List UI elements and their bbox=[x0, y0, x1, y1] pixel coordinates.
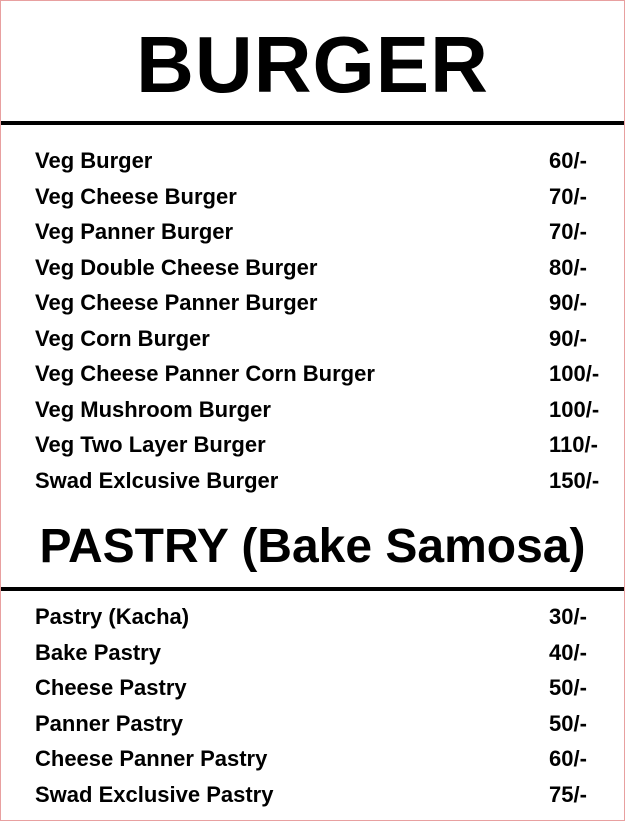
burger-menu-list bbox=[1, 143, 624, 498]
menu-item bbox=[1, 599, 624, 635]
menu-item-price: 50/- bbox=[549, 675, 587, 700]
menu-item-price: 60/- bbox=[549, 746, 587, 771]
menu-item bbox=[1, 706, 624, 742]
menu-item-price: 50/- bbox=[549, 710, 587, 736]
menu-item-name: Veg Cheese Burger bbox=[35, 183, 237, 209]
menu-item-name: Veg Corn Burger bbox=[35, 325, 210, 351]
menu-item-name: Swad Exlcusive Burger bbox=[35, 467, 279, 493]
menu-item-price: 70/- bbox=[549, 183, 587, 209]
menu-item-price: 100/- bbox=[549, 396, 600, 422]
menu-item-name: Bake Pastry bbox=[35, 639, 161, 665]
menu-item bbox=[1, 777, 624, 813]
menu-item-name: Veg Burger bbox=[35, 148, 153, 173]
section-divider bbox=[1, 121, 624, 125]
menu-item-price: 70/- bbox=[549, 219, 587, 244]
menu-item bbox=[1, 463, 624, 499]
menu-item bbox=[1, 250, 624, 286]
menu-item-name: Veg Mushroom Burger bbox=[35, 396, 271, 422]
menu-item-price: 90/- bbox=[549, 325, 587, 351]
menu-item-name: Cheese Panner Pastry bbox=[35, 746, 268, 771]
menu-item-price: 30/- bbox=[549, 604, 587, 629]
pastry-menu-list bbox=[1, 599, 624, 812]
section-title-pastry: PASTRY (Bake Samosa) bbox=[39, 520, 586, 573]
menu-item-name: Veg Cheese Panner Burger bbox=[35, 290, 318, 315]
menu-item bbox=[1, 285, 624, 321]
menu-item bbox=[1, 741, 624, 777]
menu-item-name: Veg Two Layer Burger bbox=[35, 432, 266, 457]
menu-item bbox=[1, 635, 624, 671]
menu-item-price: 40/- bbox=[549, 639, 587, 665]
menu-item-price: 80/- bbox=[549, 254, 587, 280]
menu-item bbox=[1, 670, 624, 706]
menu-item-price: 90/- bbox=[549, 290, 587, 315]
menu-item-name: Veg Panner Burger bbox=[35, 219, 234, 244]
menu-item-price: 100/- bbox=[549, 361, 600, 386]
menu-item-name: Veg Cheese Panner Corn Burger bbox=[35, 361, 375, 386]
menu-item-price: 60/- bbox=[549, 148, 587, 173]
menu-item bbox=[1, 321, 624, 357]
menu-item-price: 150/- bbox=[549, 467, 600, 493]
menu-item bbox=[1, 427, 624, 463]
menu-item-name: Panner Pastry bbox=[35, 710, 183, 736]
menu-item bbox=[1, 392, 624, 428]
menu-item-price: 75/- bbox=[549, 781, 587, 807]
menu-item-name: Veg Double Cheese Burger bbox=[35, 254, 318, 280]
menu-item bbox=[1, 179, 624, 215]
menu-item bbox=[1, 214, 624, 250]
section-title-burger: BURGER bbox=[136, 20, 489, 109]
menu-item bbox=[1, 143, 624, 179]
section-divider bbox=[1, 587, 624, 591]
menu-item-name: Pastry (Kacha) bbox=[35, 604, 190, 629]
menu-item-name: Cheese Pastry bbox=[35, 675, 187, 700]
menu-item-price: 110/- bbox=[549, 432, 598, 457]
menu-item-name: Swad Exclusive Pastry bbox=[35, 781, 274, 807]
menu-item bbox=[1, 356, 624, 392]
